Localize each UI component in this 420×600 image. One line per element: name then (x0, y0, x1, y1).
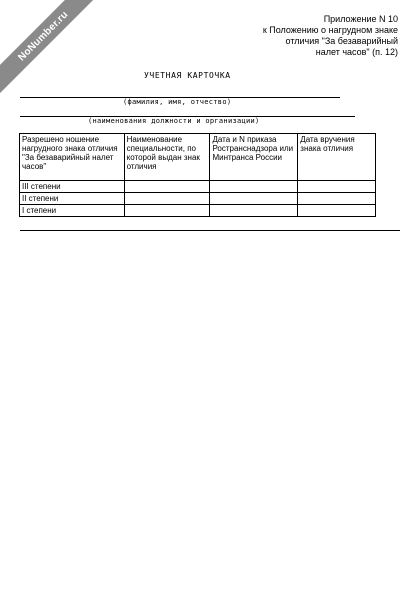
appendix-header (263, 14, 398, 58)
table-cell: II степени (20, 193, 125, 205)
table-row (20, 181, 376, 193)
table-cell: III степени (20, 181, 125, 193)
award-table (19, 133, 376, 217)
column-header: Дата и N приказа Ространснадзора или Минтранса России (210, 134, 298, 181)
table-row (20, 205, 376, 217)
column-header: Наименование специальности, по которой выдан знак отличия (124, 134, 210, 181)
table-cell (210, 205, 298, 217)
appendix-line: отличия "За безаварийный (285, 36, 398, 46)
table-cell (298, 193, 376, 205)
table-cell (124, 181, 210, 193)
watermark-text: NoNumber.ru (15, 8, 71, 64)
table-cell (210, 181, 298, 193)
table-cell (298, 205, 376, 217)
name-caption: (фамилия, имя, отчество) (123, 98, 232, 106)
appendix-line: налет часов" (п. 12) (315, 47, 398, 57)
watermark-ribbon (0, 0, 103, 96)
end-divider (20, 230, 400, 231)
table-header-row (20, 134, 376, 181)
table-cell: I степени (20, 205, 125, 217)
table-cell (298, 181, 376, 193)
table-cell (124, 193, 210, 205)
column-header: Дата вручения знака отличия (298, 134, 376, 181)
table-row (20, 193, 376, 205)
appendix-line: Приложение N 10 (323, 14, 398, 24)
position-caption: (наименования должности и организации) (88, 117, 260, 125)
appendix-line: к Положению о нагрудном знаке (262, 25, 398, 35)
table-cell (124, 205, 210, 217)
card-title: УЧЕТНАЯ КАРТОЧКА (144, 71, 231, 80)
column-header: Разрешено ношение нагрудного знака отличия "За безаварийный налет часов" (20, 134, 125, 181)
table-cell (210, 193, 298, 205)
